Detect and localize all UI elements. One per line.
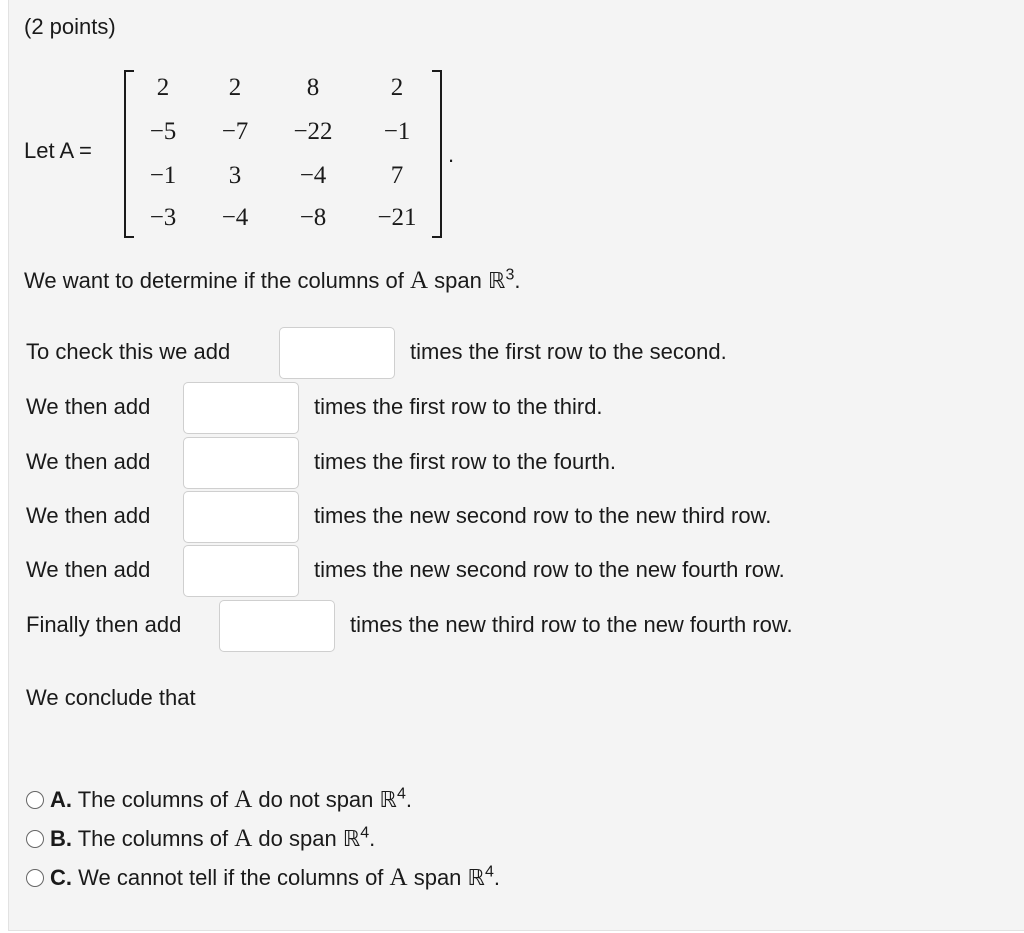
matrix-symbol: A: [389, 864, 408, 891]
step-6-input[interactable]: [219, 600, 335, 652]
step-4-prefix: We then add: [26, 503, 151, 528]
exponent: 3: [505, 266, 515, 284]
step-3-prefix: We then add: [26, 449, 151, 474]
matrix-symbol: A: [234, 825, 253, 852]
option-b[interactable]: [26, 825, 375, 853]
step-5-input[interactable]: [183, 545, 299, 597]
matrix-cell: 3: [228, 162, 242, 189]
matrix-symbol: A: [410, 267, 429, 294]
matrix-suffix: .: [448, 142, 455, 167]
step-2-suffix: times the first row to the third.: [314, 394, 603, 419]
step-4-input[interactable]: [183, 491, 299, 543]
matrix-cell: −3: [149, 204, 177, 231]
option-text: The columns of: [72, 787, 235, 812]
matrix-A: [124, 70, 442, 238]
radio-a[interactable]: [26, 791, 44, 809]
conclusion-label: We conclude that: [26, 685, 196, 710]
option-letter: A.: [50, 787, 72, 812]
step-5-suffix: times the new second row to the new fourth row.: [314, 557, 785, 582]
field-symbol: ℝ: [488, 269, 506, 294]
field-symbol: ℝ: [342, 827, 361, 852]
step-1-input[interactable]: [279, 327, 395, 379]
matrix-cell: −21: [377, 204, 417, 231]
matrix-cell: 2: [156, 74, 170, 101]
step-1-prefix: To check this we add: [26, 339, 231, 364]
step-2-input[interactable]: [183, 382, 299, 434]
step-1-suffix: times the first row to the second.: [410, 339, 727, 364]
exponent: 4: [396, 785, 406, 803]
exponent: 4: [484, 863, 494, 881]
step-3-input[interactable]: [183, 437, 299, 489]
option-a[interactable]: [26, 786, 412, 814]
matrix-cell: −1: [383, 118, 411, 145]
option-letter: B.: [50, 826, 72, 851]
step-3-suffix: times the first row to the fourth.: [314, 449, 617, 474]
right-bracket: [432, 70, 442, 238]
matrix-cell: −22: [293, 118, 333, 145]
option-text: do not span: [252, 787, 380, 812]
option-c[interactable]: [26, 864, 500, 892]
option-letter: C.: [50, 865, 72, 890]
step-4-suffix: times the new second row to the new third row.: [314, 503, 772, 528]
field-symbol: ℝ: [379, 788, 397, 813]
question-text: [24, 267, 520, 295]
matrix-cell: −7: [221, 118, 249, 145]
radio-c[interactable]: [26, 869, 44, 887]
step-6-suffix: times the new third row to the new fourth row.: [350, 612, 793, 637]
option-text: .: [405, 787, 412, 812]
question-text-after: .: [514, 268, 521, 293]
option-text: We cannot tell if the columns of: [72, 865, 390, 890]
option-text: do span: [252, 826, 343, 851]
points-label: (2 points): [24, 14, 116, 39]
exponent: 4: [360, 824, 370, 842]
matrix-cell: 8: [306, 74, 320, 101]
option-text: .: [493, 865, 500, 890]
question-text-mid: span: [428, 268, 488, 293]
matrix-cell: 2: [390, 74, 404, 101]
matrix-cell: 2: [228, 74, 242, 101]
matrix-cell: −1: [149, 162, 177, 189]
option-text: span: [407, 865, 468, 890]
option-text: .: [369, 826, 376, 851]
matrix-cell: −5: [149, 118, 177, 145]
radio-b[interactable]: [26, 830, 44, 848]
step-5-prefix: We then add: [26, 557, 151, 582]
matrix-symbol: A: [234, 786, 253, 813]
matrix-cell: −4: [299, 162, 327, 189]
matrix-prefix: Let A =: [24, 138, 92, 163]
step-2-prefix: We then add: [26, 394, 151, 419]
step-6-prefix: Finally then add: [26, 612, 182, 637]
matrix-cell: 7: [390, 162, 404, 189]
matrix-cell: −4: [221, 204, 249, 231]
field-symbol: ℝ: [467, 866, 485, 891]
question-text-before: We want to determine if the columns of: [24, 268, 410, 293]
option-text: The columns of: [72, 826, 235, 851]
matrix-cell: −8: [299, 204, 327, 231]
